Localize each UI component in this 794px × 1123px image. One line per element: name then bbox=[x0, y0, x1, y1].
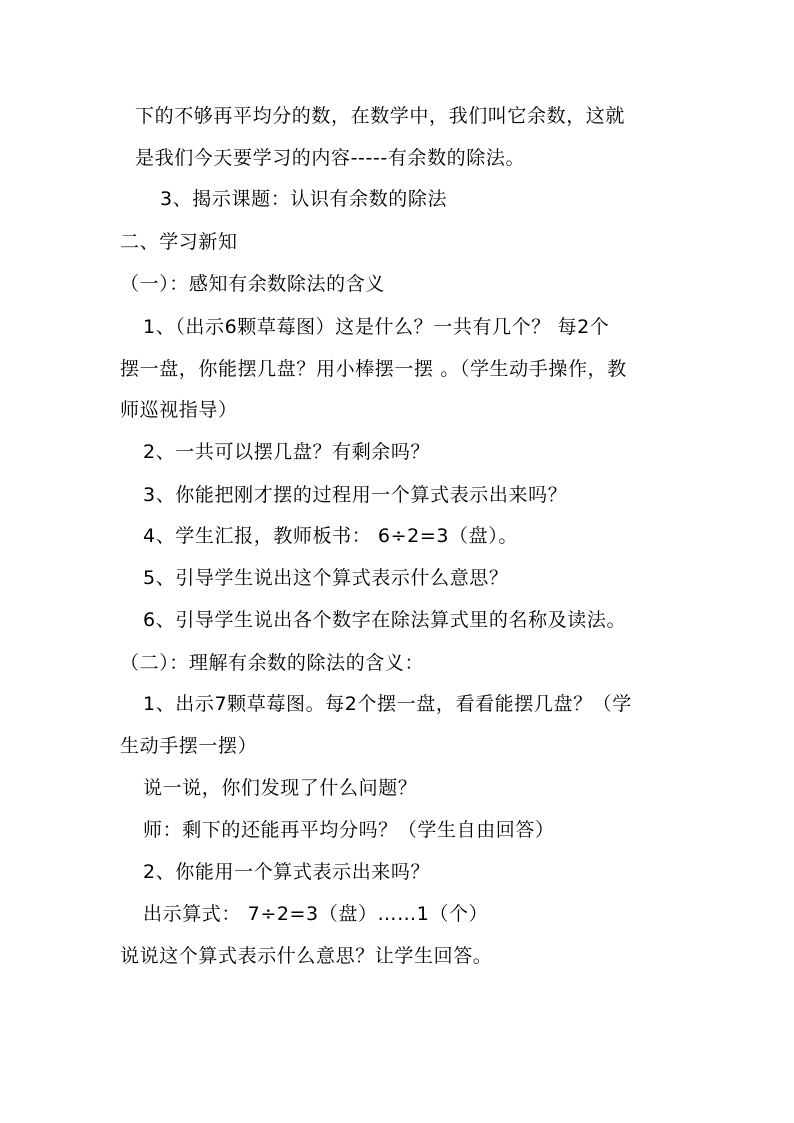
subsection-1-heading: （一）：感知有余数除法的含义 bbox=[120, 273, 385, 295]
sub-item-2: 2、你能用一个算式表示出来吗？ bbox=[143, 861, 431, 883]
discussion-line: 说一说，你们发现了什么问题？ bbox=[143, 777, 418, 799]
item-1-line-1: 1、（出示6颗草莓图）这是什么？一共有几个？ 每2个 bbox=[143, 316, 610, 338]
item-1-line-2: 摆一盘，你能摆几盘？用小棒摆一摆 。（学生动手操作，教 bbox=[120, 358, 627, 380]
item-4: 4、学生汇报，教师板书： 6÷2=3（盘）。 bbox=[143, 525, 518, 547]
section-2-heading: 二、学习新知 bbox=[120, 231, 238, 253]
closing-line: 说说这个算式表示什么意思？让学生回答。 bbox=[120, 945, 493, 967]
item-6: 6、引导学生说出各个数字在除法算式里的名称及读法。 bbox=[143, 609, 627, 631]
teacher-question: 师：剩下的还能再平均分吗？（学生自由回答） bbox=[143, 819, 555, 841]
item-5: 5、引导学生说出这个算式表示什么意思？ bbox=[143, 567, 509, 589]
paragraph-line-2: 是我们今天要学习的内容-----有余数的除法。 bbox=[135, 147, 526, 169]
sub-item-1-line-1: 1、出示7颗草莓图。每2个摆一盘，看看能摆几盘？（学 bbox=[143, 693, 632, 715]
item-2: 2、一共可以摆几盘？有剩余吗？ bbox=[143, 441, 431, 463]
step-3-heading: 3、揭示课题：认识有余数的除法 bbox=[160, 188, 448, 210]
item-3: 3、你能把刚才摆的过程用一个算式表示出来吗？ bbox=[143, 484, 568, 506]
subsection-2-heading: （二）：理解有余数的除法的含义： bbox=[120, 652, 425, 674]
formula-line: 出示算式： 7÷2=3（盘）……1（个） bbox=[143, 903, 489, 925]
paragraph-line-1: 下的不够再平均分的数，在数学中，我们叫它余数，这就 bbox=[135, 105, 626, 127]
item-1-line-3: 师巡视指导） bbox=[120, 399, 238, 421]
sub-item-1-line-2: 生动手摆一摆） bbox=[120, 735, 258, 757]
